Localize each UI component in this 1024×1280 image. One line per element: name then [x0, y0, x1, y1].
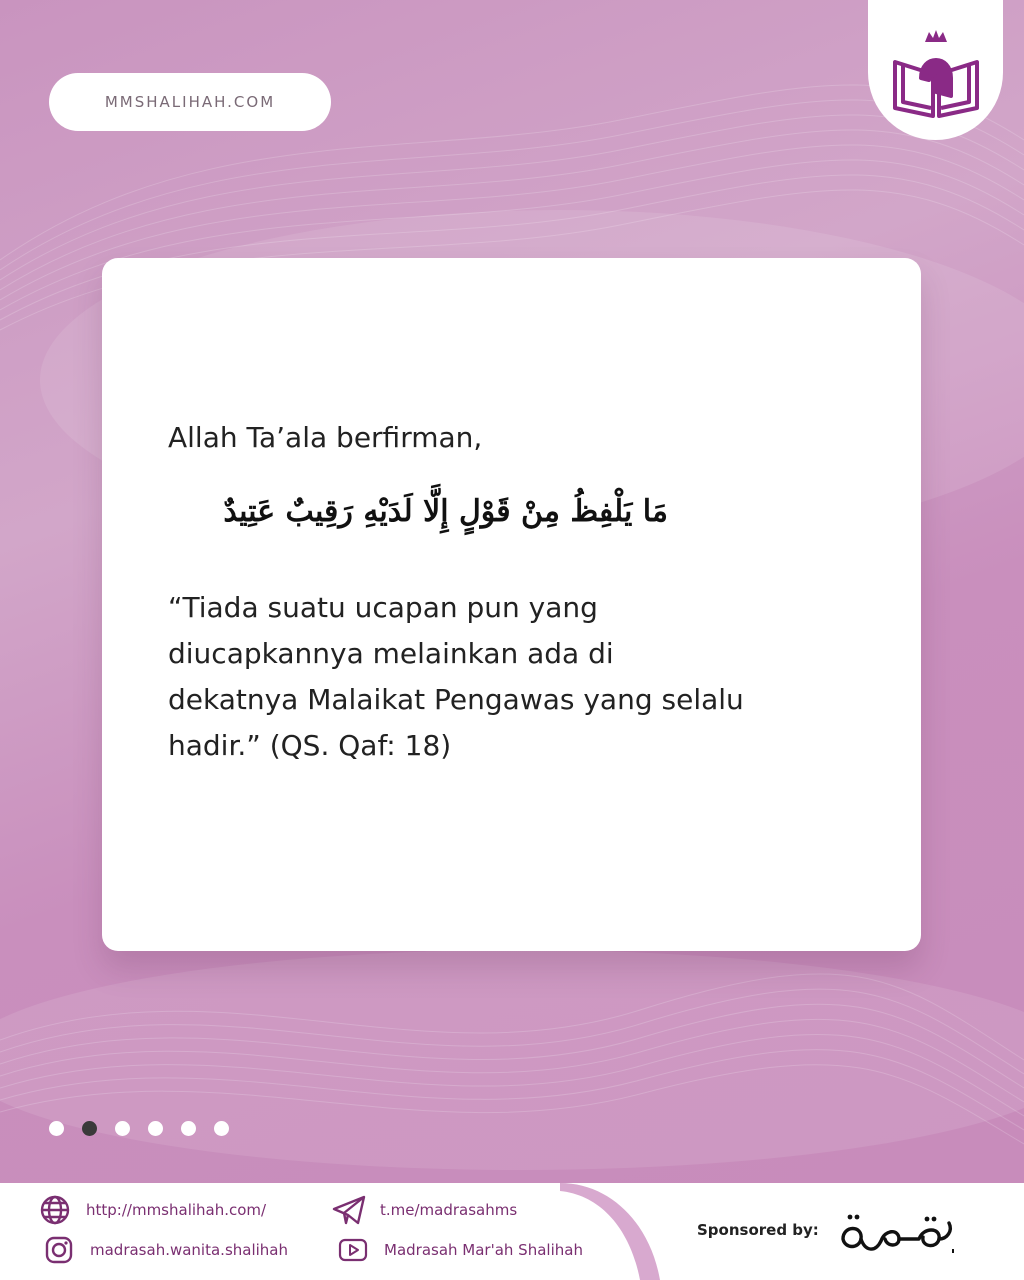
arabic-verse: مَا يَلْفِظُ مِنْ قَوْلٍ إِلَّا لَدَيْهِ رَقِيبٌ عَتِيدٌ — [223, 494, 668, 529]
telegram-link[interactable] — [332, 1193, 517, 1227]
intro-text: Allah Ta’ala berfirman, — [168, 421, 483, 454]
pagination-dot[interactable] — [115, 1121, 130, 1136]
globe-icon — [38, 1193, 72, 1227]
site-url-label: MMSHALIHAH.COM — [104, 93, 276, 111]
site-url-pill[interactable] — [49, 73, 331, 131]
pagination-dot[interactable] — [82, 1121, 97, 1136]
youtube-link[interactable] — [336, 1233, 583, 1267]
instagram-text: madrasah.wanita.shalihah — [90, 1241, 288, 1259]
youtube-icon — [336, 1233, 370, 1267]
verse-translation: “Tiada suatu ucapan pun yang diucapkannya melainkan ada di dekatnya Malaikat Pengawas yang selalu hadir.” (QS. Qaf: 18) — [168, 591, 744, 762]
madrasah-book-logo-icon — [881, 20, 991, 120]
website-text: http://mmshalihah.com/ — [86, 1201, 267, 1219]
pagination-dots[interactable] — [49, 1121, 229, 1136]
instagram-icon — [42, 1233, 76, 1267]
telegram-icon — [332, 1193, 366, 1227]
sponsored-label: Sponsored by: — [697, 1221, 819, 1239]
quote-card — [102, 258, 921, 951]
footer — [0, 1183, 1024, 1280]
pagination-dot[interactable] — [181, 1121, 196, 1136]
telegram-text: t.me/madrasahms — [380, 1201, 518, 1219]
pagination-dot[interactable] — [214, 1121, 229, 1136]
pagination-dot[interactable] — [49, 1121, 64, 1136]
logo-tab — [868, 0, 1003, 140]
qohwah-logo-icon — [835, 1195, 975, 1265]
youtube-text: Madrasah Mar'ah Shalihah — [384, 1241, 583, 1259]
instagram-link[interactable] — [42, 1233, 288, 1267]
website-link[interactable] — [38, 1193, 266, 1227]
pagination-dot[interactable] — [148, 1121, 163, 1136]
